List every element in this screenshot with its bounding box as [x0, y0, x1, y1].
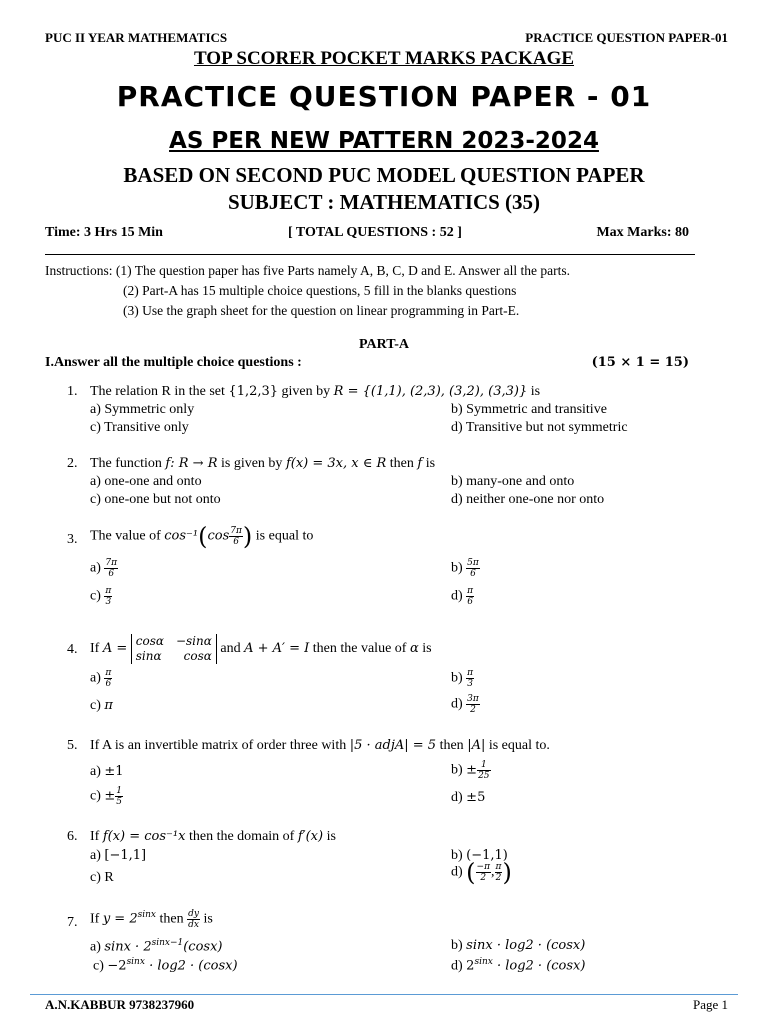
option-d: d) neither one-one nor onto — [451, 492, 605, 507]
question-text: is given by — [217, 456, 286, 471]
option-label: b) — [451, 762, 463, 778]
option-label: a) — [90, 848, 101, 863]
math-expression: f(x) = 3x, x ∈ R — [285, 456, 387, 471]
fraction — [466, 694, 480, 715]
fraction-numerator: 1 — [116, 786, 123, 796]
fraction-denominator: 6 — [108, 569, 115, 579]
fraction-denominator: 6 — [233, 537, 239, 547]
total-questions-label: [ TOTAL QUESTIONS : 52 ] — [288, 225, 462, 240]
question-text: is — [422, 456, 436, 471]
option-c: c) one-one but not onto — [90, 492, 221, 507]
question-text: then — [155, 911, 188, 927]
paren-close-icon: ) — [502, 858, 512, 887]
fraction — [104, 558, 118, 579]
matrix-row — [136, 649, 212, 664]
question-4-text — [90, 634, 432, 664]
fraction-denominator: 6 — [470, 569, 476, 579]
paren-open-icon: ( — [466, 858, 476, 887]
math-expression: ± — [466, 762, 478, 778]
fraction — [115, 786, 123, 807]
section-instruction: I.Answer all the multiple choice questions : — [45, 355, 302, 370]
option-b: b) many-one and onto — [451, 474, 575, 489]
math-expression: , — [491, 864, 495, 880]
option-label: b) — [451, 848, 463, 863]
math-expression: · log2 · (cosx) — [492, 958, 586, 974]
question-text: If — [90, 911, 103, 927]
question-text: then the value of — [309, 641, 410, 657]
math-expression: 2 — [466, 958, 475, 974]
option-b — [451, 760, 491, 781]
math-expression: {1,2,3} — [228, 384, 279, 399]
fraction-numerator: π — [105, 586, 112, 596]
option-d: d) Transitive but not symmetric — [451, 420, 628, 435]
question-5-text — [90, 738, 550, 754]
option-label: a) — [90, 939, 101, 955]
question-6-text — [90, 829, 336, 845]
question-text: is — [418, 641, 432, 657]
option-c — [90, 786, 123, 807]
option-d — [451, 858, 512, 887]
instruction-line-3: (3) Use the graph sheet for the question on linear programming in Part-E. — [123, 303, 520, 318]
math-superscript: sinx−1 — [151, 938, 184, 948]
fraction-numerator: 3π — [467, 694, 479, 704]
footer-page-number: Page 1 — [692, 997, 728, 1012]
instruction-line-1: Instructions: (1) The question paper has five Parts namely A, B, C, D and E. Answer all the parts. — [45, 263, 571, 278]
subject-title: SUBJECT : MATHEMATICS (35) — [227, 190, 541, 214]
package-title: TOP SCORER POCKET MARKS PACKAGE — [193, 48, 575, 69]
question-text: is equal to — [252, 528, 314, 544]
option-label: d) — [451, 588, 463, 604]
paren-close-icon: ) — [242, 522, 253, 551]
math-expression: sinx · 2 — [104, 939, 152, 955]
question-text: is — [527, 384, 541, 399]
math-expression: f′(x) — [297, 829, 324, 844]
fraction-numerator: π — [467, 668, 474, 678]
question-number: 7. — [67, 915, 78, 930]
option-b: b) Symmetric and transitive — [451, 402, 607, 417]
option-d — [451, 694, 480, 715]
section-marks: (15 × 1 = 15) — [591, 355, 689, 370]
option-a: a) one-one and onto — [90, 474, 202, 489]
fraction — [466, 668, 474, 689]
instruction-line-2: (2) Part-A has 15 multiple choice questions, 5 fill in the blanks questions — [123, 283, 517, 298]
math-superscript: sinx — [137, 910, 156, 921]
footer-author: A.N.KABBUR 9738237960 — [45, 997, 195, 1012]
option-c: c) R — [90, 870, 114, 885]
math-expression: ± — [104, 788, 116, 804]
paper-title: PRACTICE QUESTION PAPER - 01 — [116, 80, 652, 113]
question-number: 2. — [67, 456, 78, 471]
matrix-cell: −sinα — [175, 634, 212, 648]
math-expression: −2 — [107, 958, 127, 974]
option-label: d) — [451, 696, 463, 712]
math-expression: (−1,1) — [466, 848, 508, 863]
question-number: 3. — [67, 532, 78, 547]
option-a — [90, 558, 118, 579]
option-label: d) — [451, 790, 463, 805]
fraction-numerator: π — [105, 668, 112, 678]
part-a-title: PART-A — [358, 337, 410, 352]
fraction — [104, 668, 112, 689]
question-3-text — [90, 522, 314, 551]
question-7-text — [90, 909, 213, 930]
question-text: then — [386, 456, 418, 471]
fraction-numerator: −π — [476, 862, 491, 872]
math-expression: f: R → R — [165, 456, 218, 471]
header-left: PUC II YEAR MATHEMATICS — [45, 30, 228, 45]
math-expression: A + A′ = I — [244, 641, 310, 657]
math-expression: sinx · log2 · (cosx) — [466, 938, 586, 953]
question-text: is equal to. — [485, 738, 550, 753]
question-number: 5. — [67, 738, 78, 753]
question-number: 1. — [67, 384, 78, 399]
fraction-numerator: π — [495, 862, 502, 872]
fraction — [104, 586, 112, 607]
math-expression: y = 2 — [102, 911, 138, 927]
math-expression: ±5 — [466, 790, 486, 805]
question-text: If A is an invertible matrix of order three with — [90, 738, 350, 753]
math-expression: π — [104, 698, 113, 713]
fraction — [477, 760, 490, 781]
question-text: The function — [90, 456, 166, 471]
fraction-denominator: dx — [188, 920, 199, 930]
header-divider — [45, 254, 695, 255]
fraction-denominator: 3 — [467, 679, 473, 689]
option-label: a) — [90, 764, 101, 779]
math-superscript: sinx — [126, 957, 145, 967]
question-2-text — [90, 456, 435, 472]
option-c: c) Transitive only — [90, 420, 189, 435]
question-text: then the domain of — [185, 829, 298, 844]
fraction — [466, 586, 474, 607]
matrix-cell: sinα — [135, 649, 162, 663]
fraction-denominator: 3 — [105, 597, 112, 607]
fraction-numerator: 5π — [467, 558, 479, 568]
math-expression: f(x) = cos⁻¹x — [102, 829, 186, 844]
option-label: c) — [90, 788, 101, 804]
math-expression: f — [417, 456, 423, 471]
math-expression: |5 · adjA| = 5 — [349, 738, 437, 753]
option-d — [451, 586, 474, 607]
header-right: PRACTICE QUESTION PAPER-01 — [525, 30, 728, 45]
matrix-cell: cosα — [183, 649, 212, 663]
fraction — [229, 526, 243, 547]
question-text: The relation R in the set — [90, 384, 229, 399]
math-expression: [−1,1] — [104, 848, 147, 863]
option-c — [90, 698, 113, 714]
fraction-numerator: 1 — [477, 760, 490, 771]
fraction — [187, 909, 200, 930]
option-a — [90, 668, 112, 689]
question-text: then — [436, 738, 468, 753]
math-expression: cos — [207, 528, 230, 544]
option-label: b) — [451, 670, 463, 686]
option-a — [90, 848, 146, 864]
option-b — [451, 938, 585, 954]
based-title: BASED ON SECOND PUC MODEL QUESTION PAPER — [123, 163, 645, 187]
math-expression: ±1 — [104, 764, 124, 779]
question-text: given by — [278, 384, 334, 399]
math-expression: · log2 · (cosx) — [144, 958, 238, 974]
option-label: c) — [93, 958, 104, 974]
math-expression: A = — [102, 641, 128, 657]
math-expression: cos⁻¹ — [164, 528, 199, 544]
fraction-denominator: 5 — [116, 797, 123, 807]
option-label: b) — [451, 938, 463, 953]
math-superscript: sinx — [474, 957, 493, 967]
fraction-numerator: 7π — [230, 526, 242, 536]
option-label: c) — [90, 588, 101, 604]
option-label: d) — [451, 958, 463, 974]
fraction-denominator: 2 — [480, 873, 487, 883]
option-a — [90, 764, 124, 780]
question-text: If — [90, 829, 103, 844]
option-b — [451, 668, 474, 689]
fraction-denominator: 6 — [467, 597, 473, 607]
math-expression: (cosx) — [183, 939, 223, 955]
fraction-denominator: 25 — [478, 771, 490, 781]
question-text: is — [323, 829, 336, 844]
fraction-denominator: 2 — [470, 705, 476, 715]
fraction-denominator: 6 — [105, 679, 112, 689]
pattern-title: AS PER NEW PATTERN 2023-2024 — [169, 128, 599, 154]
option-label: b) — [451, 560, 463, 576]
option-a — [90, 938, 223, 956]
option-label: a) — [90, 670, 101, 686]
fraction-denominator: 2 — [495, 873, 502, 883]
matrix-cell: cosα — [135, 634, 164, 648]
matrix — [131, 634, 217, 664]
fraction — [466, 558, 480, 579]
option-a: a) Symmetric only — [90, 402, 195, 417]
max-marks-label: Max Marks: 80 — [596, 225, 689, 240]
option-c — [90, 586, 112, 607]
footer-divider — [30, 994, 738, 995]
question-number: 6. — [67, 829, 78, 844]
question-number: 4. — [67, 642, 78, 657]
question-text: If — [90, 641, 103, 657]
matrix-row — [136, 634, 212, 649]
option-label: a) — [90, 560, 101, 576]
option-c — [93, 957, 238, 975]
math-expression: |A| — [467, 738, 486, 753]
option-b — [451, 558, 480, 579]
option-d — [451, 957, 585, 975]
question-text: is — [199, 911, 213, 927]
fraction — [476, 862, 491, 883]
question-text: The value of — [90, 528, 165, 544]
time-label: Time: 3 Hrs 15 Min — [45, 225, 163, 240]
option-label: d) — [451, 864, 463, 880]
fraction-numerator: π — [467, 586, 474, 596]
math-expression: α — [409, 641, 419, 657]
fraction-numerator: dy — [188, 909, 199, 919]
option-d — [451, 790, 485, 806]
fraction-numerator: 7π — [105, 558, 118, 568]
paren-open-icon: ( — [198, 522, 208, 551]
math-expression: R = {(1,1), (2,3), (3,2), (3,3)} — [333, 384, 528, 399]
question-text: and — [216, 641, 245, 657]
option-label: c) — [90, 698, 101, 713]
question-1-text — [90, 384, 540, 400]
